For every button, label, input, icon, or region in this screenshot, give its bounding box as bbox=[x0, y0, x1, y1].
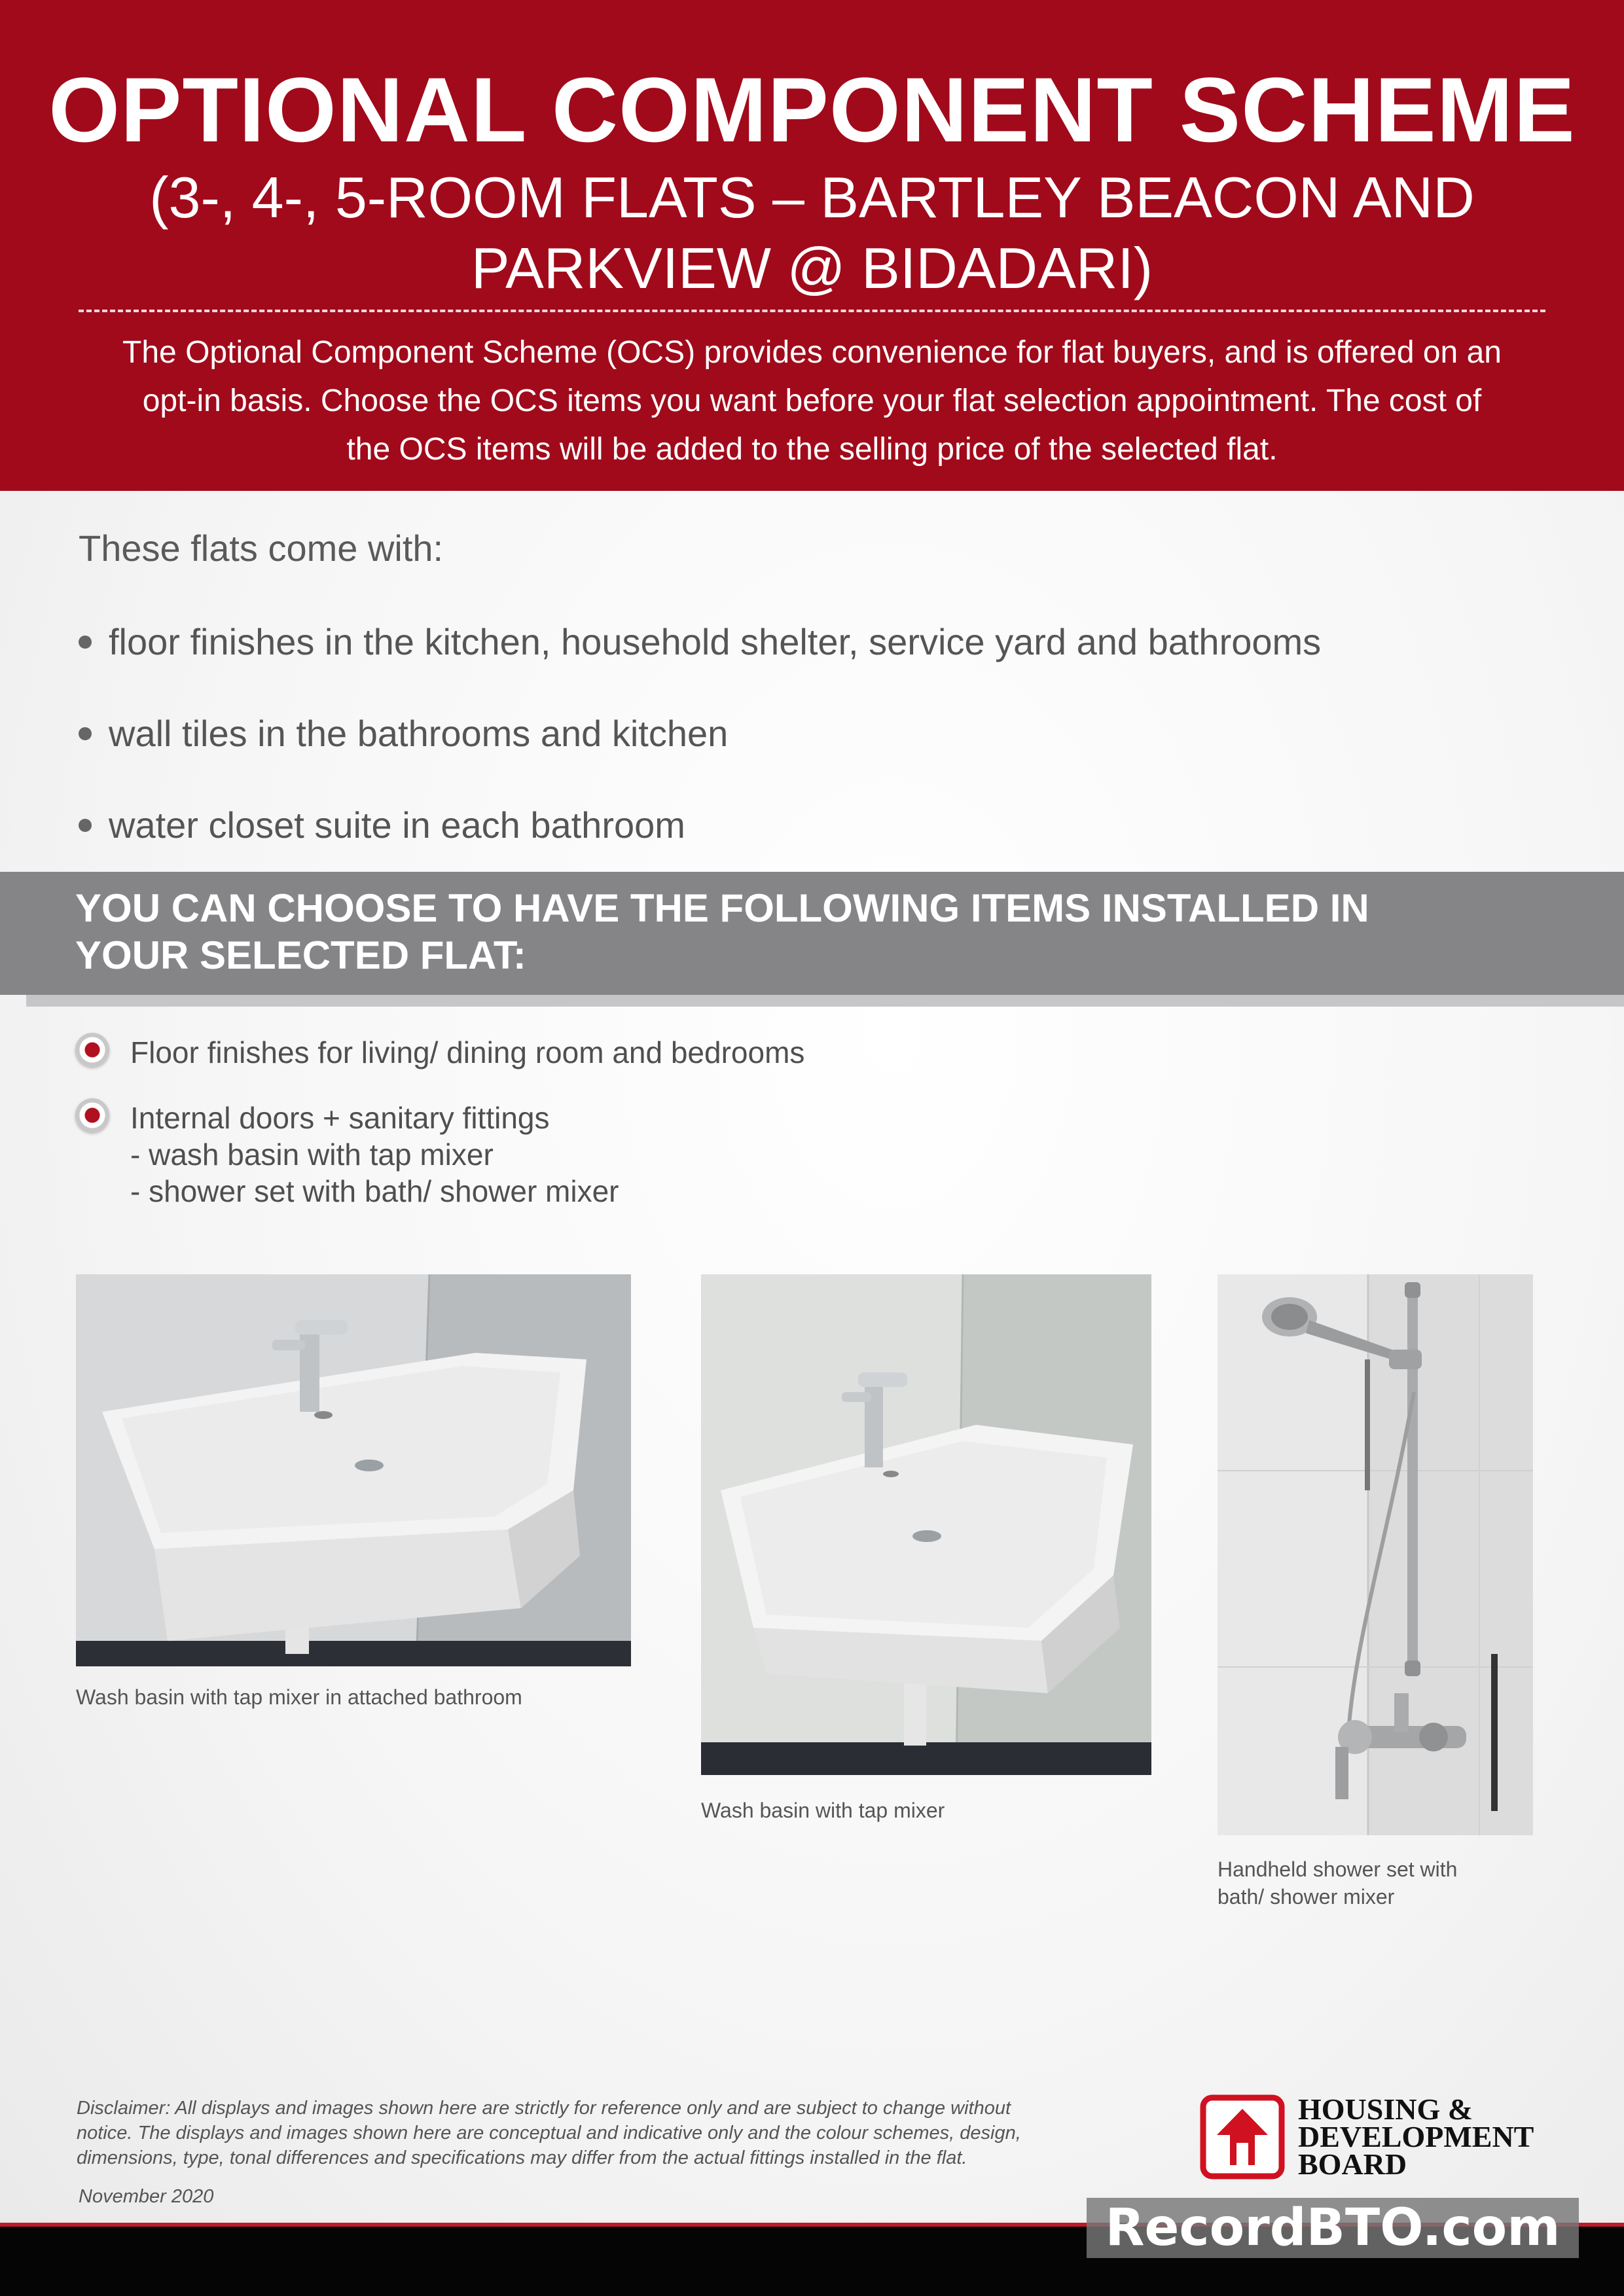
feature-item bbox=[79, 712, 728, 755]
disclaimer-line: dimensions, type, tonal differences and specifications may differ from the actual fittings installed in the flat. bbox=[77, 2147, 967, 2168]
wash-basin-attached-photo bbox=[76, 1274, 631, 1666]
option-label: Floor finishes for living/ dining room and bedrooms bbox=[130, 1035, 805, 1069]
hdb-logo bbox=[1200, 2094, 1534, 2179]
feature-item bbox=[79, 620, 1321, 663]
feature-label: wall tiles in the bathrooms and kitchen bbox=[109, 713, 729, 754]
intro-paragraph bbox=[79, 329, 1545, 474]
caption-line: bath/ shower mixer bbox=[1218, 1885, 1395, 1909]
disclaimer-line: notice. The displays and images shown here are conceptual and indicative only and the colour schemes, design, bbox=[77, 2123, 1021, 2144]
photo-caption: Wash basin with tap mixer bbox=[701, 1799, 945, 1822]
feature-label: floor finishes in the kitchen, household shelter, service yard and bathrooms bbox=[109, 621, 1322, 662]
logo-line: DEVELOPMENT bbox=[1298, 2120, 1534, 2153]
intro-line: the OCS items will be added to the selling price of the selected flat. bbox=[346, 432, 1278, 467]
subtitle-line: (3-, 4-, 5-ROOM FLATS – BARTLEY BEACON AND bbox=[149, 165, 1475, 230]
feature-item bbox=[79, 804, 685, 846]
photo-caption bbox=[1218, 1856, 1457, 1910]
disclaimer bbox=[77, 2096, 1137, 2170]
page-subtitle bbox=[105, 162, 1519, 304]
options-heading bbox=[75, 885, 1515, 979]
bullet-icon bbox=[79, 819, 92, 832]
dashed-divider bbox=[79, 310, 1545, 312]
disclaimer-line: Disclaimer: All displays and images shown here are strictly for reference only and are subject to change without bbox=[77, 2098, 1011, 2119]
bullet-icon bbox=[79, 636, 92, 649]
radio-bullet-icon bbox=[75, 1033, 109, 1067]
intro-line: The Optional Component Scheme (OCS) provides convenience for flat buyers, and is offered on an bbox=[122, 335, 1502, 370]
option-label: Internal doors + sanitary fittings bbox=[130, 1101, 550, 1135]
hdb-logo-text bbox=[1298, 2092, 1534, 2181]
photo-caption: Wash basin with tap mixer in attached bathroom bbox=[76, 1685, 522, 1709]
intro-line: opt-in basis. Choose the OCS items you want before your flat selection appointment. The cost of bbox=[142, 384, 1482, 418]
option-sublabel: - wash basin with tap mixer bbox=[130, 1138, 494, 1172]
feature-label: water closet suite in each bathroom bbox=[109, 804, 685, 846]
options-heading-line: YOU CAN CHOOSE TO HAVE THE FOLLOWING ITEMS INSTALLED IN bbox=[75, 886, 1369, 930]
page-title: OPTIONAL COMPONENT SCHEME bbox=[48, 58, 1576, 161]
shower-set-photo bbox=[1218, 1274, 1533, 1835]
comes-with-title: These flats come with: bbox=[79, 528, 444, 569]
logo-line: BOARD bbox=[1298, 2147, 1407, 2181]
wash-basin-photo bbox=[701, 1274, 1151, 1775]
hdb-house-icon bbox=[1200, 2094, 1285, 2179]
option-floor-finishes bbox=[75, 1034, 804, 1071]
option-doors-sanitary bbox=[75, 1100, 619, 1210]
bullet-icon bbox=[79, 727, 92, 740]
radio-bullet-icon bbox=[75, 1098, 109, 1132]
subtitle-line: PARKVIEW @ BIDADARI) bbox=[471, 236, 1153, 300]
header-banner bbox=[0, 0, 1624, 491]
options-heading-line: YOUR SELECTED FLAT: bbox=[75, 933, 526, 977]
publication-date: November 2020 bbox=[79, 2186, 214, 2207]
logo-line: HOUSING & bbox=[1298, 2092, 1473, 2126]
caption-line: Handheld shower set with bbox=[1218, 1857, 1458, 1881]
option-sublabel: - shower set with bath/ shower mixer bbox=[130, 1174, 619, 1208]
watermark: RecordBTO.com bbox=[1087, 2198, 1579, 2258]
banner-shadow bbox=[26, 995, 1624, 1007]
